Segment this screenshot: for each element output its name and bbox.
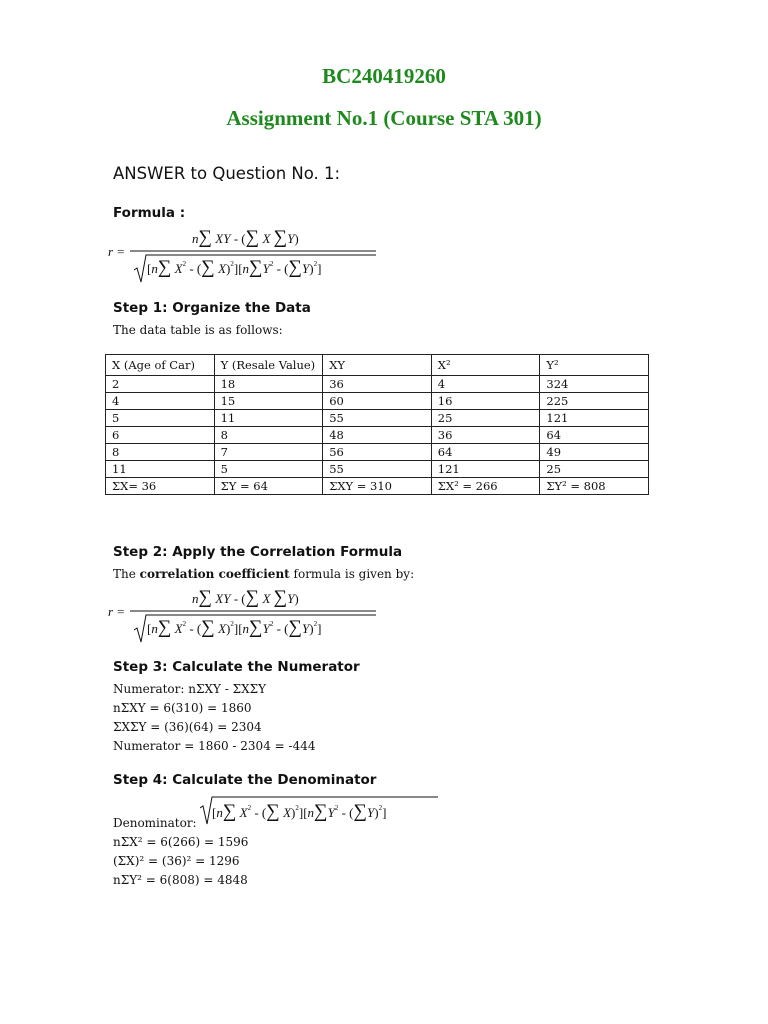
table-cell: ΣY = 64 (214, 478, 323, 495)
col-header-y: Y (Resale Value) (214, 355, 323, 376)
correlation-formula (108, 226, 398, 286)
answer-heading: ANSWER to Question No. 1: (113, 164, 341, 183)
data-table (105, 354, 649, 495)
table-cell: 5 (106, 410, 215, 427)
table-cell: 11 (106, 461, 215, 478)
table-cell: 121 (540, 410, 649, 427)
table-cell: 6 (106, 427, 215, 444)
table-cell: 60 (323, 393, 432, 410)
table-row (106, 376, 649, 393)
denominator-radical (200, 794, 440, 830)
correlation-formula-repeat (108, 586, 398, 646)
table-row (106, 410, 649, 427)
formula-numerator: n∑ XY - (∑ X ∑Y) (192, 587, 299, 608)
table-cell: 8 (214, 427, 323, 444)
table-cell: 64 (540, 427, 649, 444)
table-cell: 121 (431, 461, 540, 478)
table-cell: 18 (214, 376, 323, 393)
col-header-x: X (Age of Car) (106, 355, 215, 376)
table-cell: 15 (214, 393, 323, 410)
step3-line: Numerator = 1860 - 2304 = -444 (113, 739, 316, 753)
table-cell: 2 (106, 376, 215, 393)
table-cell: 64 (431, 444, 540, 461)
table-cell: 49 (540, 444, 649, 461)
table-cell: 16 (431, 393, 540, 410)
table-cell: 4 (106, 393, 215, 410)
table-row (106, 427, 649, 444)
table-header-row (106, 355, 649, 376)
table-cell: 7 (214, 444, 323, 461)
table-cell: ΣX² = 266 (431, 478, 540, 495)
step1-intro: The data table is as follows: (113, 323, 283, 337)
formula-label: Formula : (113, 205, 186, 221)
step4-line: nΣY² = 6(808) = 4848 (113, 873, 248, 887)
step4-line: (ΣX)² = (36)² = 1296 (113, 854, 240, 868)
assignment-title: Assignment No.1 (Course STA 301) (226, 106, 542, 130)
denominator-label: Denominator: (113, 816, 197, 830)
table-cell: 55 (323, 461, 432, 478)
formula-denominator: [n∑ $X^2$ - (∑ $X)^2][n\sum Y^2 - (\sum Y)^2]$ (147, 617, 322, 638)
table-cell: 48 (323, 427, 432, 444)
table-cell: 55 (323, 410, 432, 427)
step3-line: ΣXΣY = (36)(64) = 2304 (113, 720, 262, 734)
step2-intro: The correlation coefficient formula is given by: (113, 567, 415, 581)
table-cell: 36 (431, 427, 540, 444)
table-cell: 4 (431, 376, 540, 393)
table-cell: 324 (540, 376, 649, 393)
table-cell: 25 (540, 461, 649, 478)
col-header-x2: X² (431, 355, 540, 376)
table-row (106, 461, 649, 478)
table-row (106, 444, 649, 461)
col-header-y2: Y² (540, 355, 649, 376)
formula-numerator: n∑ XY - (∑ X ∑Y) (192, 227, 299, 248)
table-cell: ΣY² = 808 (540, 478, 649, 495)
table-cell: 225 (540, 393, 649, 410)
table-cell: 5 (214, 461, 323, 478)
formula-lhs: r = (108, 244, 126, 259)
table-cell: 36 (323, 376, 432, 393)
denominator-expression: [n∑ $X^2$ - (∑ $X)^2][n\sum Y^2 - (\sum Y)^2]$ (212, 801, 387, 822)
step1-heading: Step 1: Organize the Data (113, 300, 311, 316)
table-totals-row (106, 478, 649, 495)
student-id: BC240419260 (322, 64, 446, 88)
step4-line: nΣX² = 6(266) = 1596 (113, 835, 249, 849)
formula-lhs: r = (108, 604, 126, 619)
table-cell: ΣXY = 310 (323, 478, 432, 495)
step4-heading: Step 4: Calculate the Denominator (113, 772, 377, 788)
table-cell: ΣX= 36 (106, 478, 215, 495)
step2-heading: Step 2: Apply the Correlation Formula (113, 544, 403, 560)
formula-denominator: [n∑ $X^2$ - (∑ $X)^2][n\sum Y^2 - (\sum Y)^2]$ (147, 257, 322, 278)
table-cell: 56 (323, 444, 432, 461)
step3-line: Numerator: nΣXY - ΣXΣY (113, 682, 267, 696)
step3-heading: Step 3: Calculate the Numerator (113, 659, 360, 675)
table-cell: 8 (106, 444, 215, 461)
table-cell: 11 (214, 410, 323, 427)
col-header-xy: XY (323, 355, 432, 376)
table-row (106, 393, 649, 410)
table-cell: 25 (431, 410, 540, 427)
step3-line: nΣXY = 6(310) = 1860 (113, 701, 252, 715)
